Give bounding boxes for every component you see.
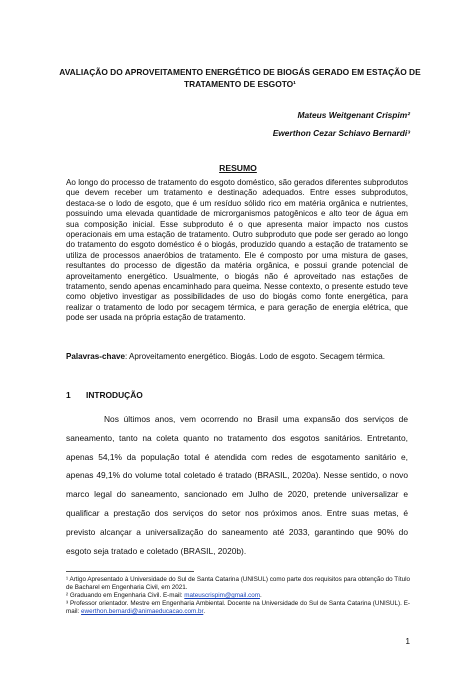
- paper-title: AVALIAÇÃO DO APROVEITAMENTO ENERGÉTICO DE BIOGÁS GERADO EM ESTAÇÃO DE TRATAMENTO DE ESGOTO¹: [59, 67, 421, 89]
- footnote-2: [66, 592, 410, 600]
- abstract-heading: RESUMO: [219, 163, 257, 173]
- footnote-3-text: ³ Professor orientador. Mestre em Engenharia Ambiental. Docente na Universidade do Sul de Santa Catarina (UNISUL). E-mail:: [66, 600, 410, 616]
- section-heading: [66, 390, 143, 400]
- author-2: Ewerthon Cezar Schiavo Bernardi³: [272, 128, 410, 138]
- footnote-separator: [66, 571, 194, 572]
- keywords: [66, 352, 408, 362]
- footnote-2-email-link[interactable]: mateuscrispim@gmail.com: [184, 592, 260, 600]
- footnote-2-end: .: [259, 592, 262, 600]
- footnote-3: [66, 600, 410, 616]
- section-number: 1: [66, 390, 71, 400]
- footnotes: [66, 576, 410, 616]
- page-number: 1: [405, 636, 410, 646]
- footnote-3-end: .: [203, 608, 206, 616]
- introduction-paragraph: Nos últimos anos, vem ocorrendo no Brasil uma expansão dos serviços de saneamento, tanto na coleta quanto no tratamento dos esgotos sanitários. Entretanto, apenas 54,1% da população total é atendida com redes de esgotamento sanitário e, apenas 49,1% do volume total coletado é tratado (BRASIL, 2020a). Nesse sentido, o novo marco legal do saneamento, sancionado em Julho de 2020, pretende universalizar e qualificar a prestação dos serviços do setor nos próximos anos. Entre suas metas, é previsto alcançar a universalização do saneamento até 2033, garantindo que 90% do esgoto seja tratado e coletado (BRASIL, 2020b).: [66, 414, 408, 556]
- section-title: INTRODUÇÃO: [86, 390, 143, 400]
- author-1: Mateus Weitgenant Crispim²: [297, 110, 410, 120]
- footnote-3-email-link[interactable]: ewerthon.bernardi@animaeducacao.com.br: [81, 608, 204, 616]
- footnote-1: ¹ Artigo Apresentado à Universidade do Sul de Santa Catarina (UNISUL) como parte dos requisitos para obtenção do Título de Bacharel em Engenharia Civil, em 2021.: [66, 576, 410, 592]
- footnote-2-text: ² Graduando em Engenharia Civil. E-mail:: [66, 592, 185, 600]
- keywords-text: : Aproveitamento energético. Biogás. Lodo de esgoto. Secagem térmica.: [124, 352, 386, 361]
- abstract-text: Ao longo do processo de tratamento do esgoto doméstico, são gerados diferentes subprodutos que devem receber um tratamento e destinação adequados. Entre esses subprodutos, destaca-se o lodo de esgoto, que é um resíduo sólido rico em matéria orgânica e nutrientes, possuindo uma elevada quantidade de microrganismos patogênicos e alto teor de água em sua composição inicial. Esse subproduto é o que apresenta maior impacto nos custos operacionais em uma estação de tratamento. Outro subproduto que pode ser gerado ao longo do tratamento do esgoto doméstico é o biogás, produzido quando a estação de tratamento se utiliza de processos anaeróbios de tratamento. Ele é composto por uma mistura de gases, resultantes do processo de digestão da matéria orgânica, e possui grande potencial de aproveitamento energético. Usualmente, o biogás não é aproveitado nas estações de tratamento, sendo apenas encaminhado para queima. Nesse contexto, o presente estudo teve como objetivo investigar as possibilidades de uso do biogás como fonte energética, para realizar o tratamento de lodo por secagem térmica, e para geração de energia elétrica, que pode ser usada na própria estação de tratamento.: [66, 178, 408, 323]
- abstract-body: [66, 178, 408, 324]
- keywords-label: Palavras-chave: [66, 352, 125, 361]
